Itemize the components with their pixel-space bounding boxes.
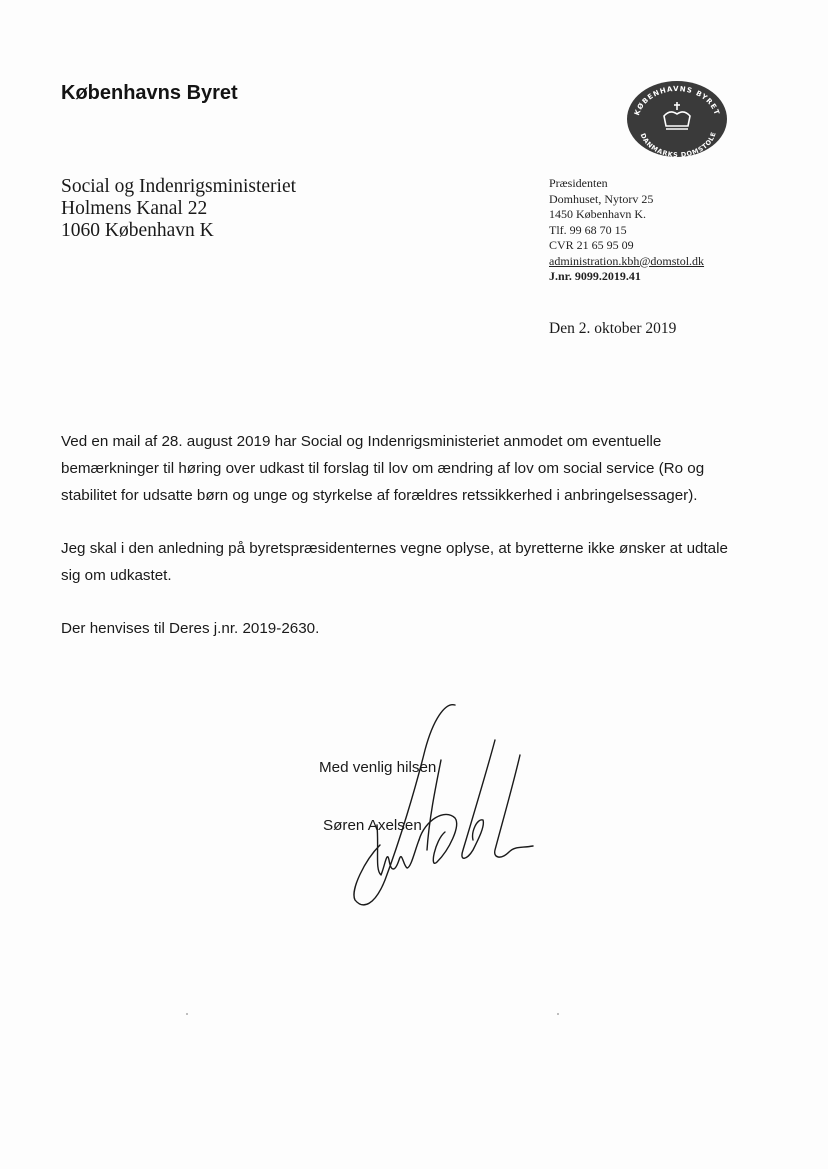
closing-greeting: Med venlig hilsen [319,759,437,776]
body-paragraph: Jeg skal i den anledning på byretspræsidenternes vegne oplyse, at byretterne ikke ønsker at udtale sig om udkastet. [61,540,728,584]
recipient-address [61,176,296,242]
journal-number: J.nr. 9099.2019.41 [549,269,641,283]
sender-block [549,176,704,285]
handwritten-signature [345,700,535,915]
svg-text:KØBENHAVNS BYRET: KØBENHAVNS BYRET [632,84,722,117]
scan-speck [186,1013,188,1015]
letter-body [61,428,729,668]
signatory-name: Søren Axelsen [323,817,422,834]
recipient-line: 1060 København K [61,220,214,241]
sender-postal: 1450 København K. [549,207,646,221]
svg-text:DANMARKS DOMSTOLE: DANMARKS DOMSTOLE [638,130,718,158]
sender-cvr: CVR 21 65 95 09 [549,238,634,252]
recipient-line: Social og Indenrigsministeriet [61,176,297,197]
recipient-line: Holmens Kanal 22 [61,198,208,219]
sender-title: Præsidenten [549,176,608,190]
court-seal-logo [626,80,728,158]
scan-speck [557,1013,559,1015]
letter-date: Den 2. oktober 2019 [549,320,677,337]
sender-address: Domhuset, Nytorv 25 [549,191,654,206]
court-name: Københavns Byret [61,82,238,104]
sender-email-link[interactable]: administration.kbh@domstol.dk [549,253,705,268]
sender-phone: Tlf. 99 68 70 15 [549,222,627,237]
body-paragraph: Der henvises til Deres j.nr. 2019-2630. [61,620,320,637]
body-paragraph: Ved en mail af 28. august 2019 har Social og Indenrigsministeriet anmodet om eventuelle bemærkninger til høring over udkast til forslag til lov om ændring af lov om social service (Ro og stabilitet for udsatte børn og unge og styrkelse af forældres retssikkerhed i anbringelsessager). [61,433,705,504]
